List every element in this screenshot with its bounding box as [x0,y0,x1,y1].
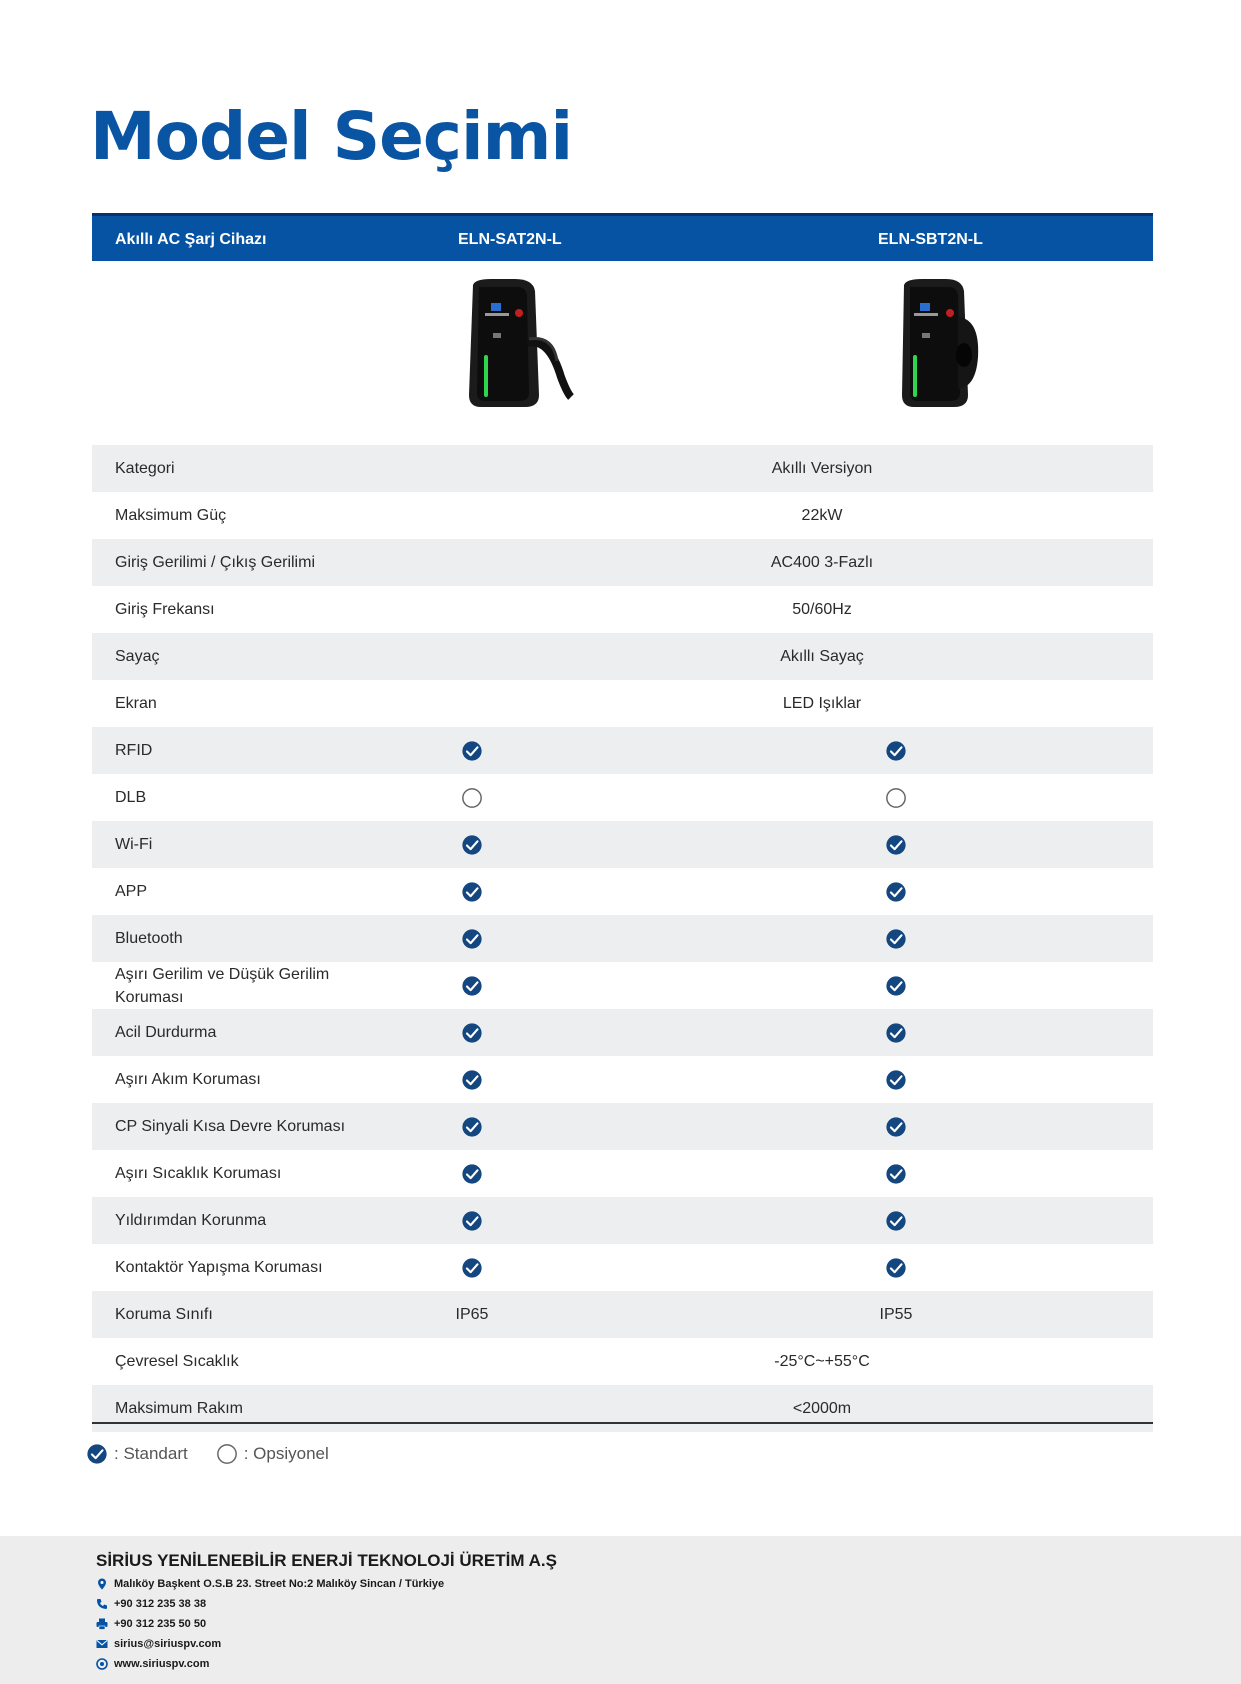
check-circle-icon [86,1443,108,1465]
cell-value: AC400 3-Fazlı [770,553,874,571]
check-circle-icon [461,1257,483,1279]
check-circle-icon [461,928,483,950]
check-circle-icon [461,740,483,762]
check-circle-icon [885,1069,907,1091]
cell-value: Akıllı Versiyon [771,459,873,477]
row-label: Kategori [115,460,175,477]
web-icon [96,1658,108,1670]
check-circle-icon [461,975,483,997]
check-circle-icon [885,1163,907,1185]
table-row [92,586,1153,633]
product-images-row [92,261,1153,445]
standard-mark [422,1197,522,1244]
company-name: SİRİUS YENİLENEBİLİR ENERJİ TEKNOLOJİ ÜRETİM A.Ş [96,1551,557,1570]
table-row [92,727,1153,774]
standard-mark [846,915,946,962]
cell-value: <2000m [792,1399,852,1417]
charger-image-sat2n [457,277,577,411]
empty-circle-icon [461,787,483,809]
cell-value: IP55 [879,1305,913,1323]
standard-mark [422,1056,522,1103]
row-label: Giriş Gerilimi / Çıkış Gerilimi [115,554,315,571]
phone-icon [96,1598,108,1610]
check-circle-icon [885,1116,907,1138]
optional-mark [846,774,946,821]
page-title: Model Seçimi [90,98,573,175]
row-label: DLB [115,789,147,806]
table-row [92,868,1153,915]
footer [0,1536,1241,1684]
model-table [92,213,1153,1432]
table-row [92,492,1153,539]
table-row [92,1197,1153,1244]
legend [86,1443,329,1465]
cell-value: IP65 [455,1305,489,1323]
standard-mark [422,1103,522,1150]
standard-mark [846,1009,946,1056]
row-label: Yıldırımdan Korunma [115,1212,267,1229]
table-body [92,445,1153,1432]
row-label: Giriş Frekansı [115,601,215,618]
check-circle-icon [885,881,907,903]
standard-mark [846,962,946,1009]
standard-mark [846,1150,946,1197]
standard-mark [422,727,522,774]
standard-mark [846,1244,946,1291]
row-label: Bluetooth [115,930,183,947]
check-circle-icon [885,1257,907,1279]
standard-mark [846,1056,946,1103]
footer-phone [96,1598,206,1610]
standard-mark [422,962,522,1009]
standard-mark [846,868,946,915]
row-label: Aşırı Sıcaklık Koruması [115,1165,282,1182]
row-label: Aşırı Akım Koruması [115,1071,261,1088]
table-row [92,539,1153,586]
cell-value: LED Işıklar [782,694,862,712]
standard-mark [846,821,946,868]
check-circle-icon [461,1210,483,1232]
standard-mark [422,868,522,915]
check-circle-icon [885,740,907,762]
standard-mark [846,727,946,774]
table-row [92,774,1153,821]
table-row [92,1009,1153,1056]
standard-mark [846,1197,946,1244]
check-circle-icon [885,975,907,997]
row-label: Maksimum Güç [115,507,227,524]
check-circle-icon [461,1116,483,1138]
empty-circle-icon [216,1443,238,1465]
email-text[interactable]: sirius@siriuspv.com [114,1638,222,1650]
cell-value: 22kW [801,506,843,524]
table-row [92,1103,1153,1150]
table-row [92,1291,1153,1338]
check-circle-icon [461,1069,483,1091]
footer-fax [96,1618,206,1630]
check-circle-icon [885,1022,907,1044]
check-circle-icon [461,1163,483,1185]
table-row [92,680,1153,727]
row-label: Koruma Sınıfı [115,1306,213,1323]
row-label: Wi-Fi [115,836,153,853]
fax-text: +90 312 235 50 50 [114,1618,207,1630]
row-label: APP [115,883,148,900]
table-bottom-rule [92,1422,1153,1424]
standard-mark [846,1103,946,1150]
cell-value: Akıllı Sayaç [780,647,864,665]
table-row [92,1244,1153,1291]
check-circle-icon [885,1210,907,1232]
mail-icon [96,1638,108,1650]
check-circle-icon [461,1022,483,1044]
empty-circle-icon [885,787,907,809]
standard-mark [422,1150,522,1197]
table-header [92,213,1153,261]
fax-icon [96,1618,108,1630]
row-label: CP Sinyali Kısa Devre Koruması [115,1118,346,1135]
phone-text[interactable]: +90 312 235 38 38 [114,1598,207,1610]
standard-mark [422,1244,522,1291]
table-row [92,915,1153,962]
check-circle-icon [461,834,483,856]
address-text: Malıköy Başkent O.S.B 23. Street No:2 Malıköy Sincan / Türkiye [114,1578,445,1590]
row-label: Aşırı Gerilim ve Düşük Gerilim Koruması [115,965,330,1006]
web-text[interactable]: www.siriuspv.com [114,1658,210,1670]
header-model-2: ELN-SBT2N-L [878,231,983,248]
row-label: Sayaç [115,648,160,665]
optional-mark [422,774,522,821]
standard-mark [422,1009,522,1056]
location-pin-icon [96,1578,108,1590]
row-label: Kontaktör Yapışma Koruması [115,1259,323,1276]
table-row [92,633,1153,680]
footer-email [96,1638,221,1650]
table-row [92,1150,1153,1197]
check-circle-icon [885,834,907,856]
standard-mark [422,821,522,868]
row-label: RFID [115,742,153,759]
footer-web [96,1658,209,1670]
table-row [92,1056,1153,1103]
header-model-1: ELN-SAT2N-L [458,231,562,248]
legend-standard: : Standart [114,1444,188,1463]
check-circle-icon [885,928,907,950]
row-label: Çevresel Sıcaklık [115,1353,239,1370]
check-circle-icon [461,881,483,903]
table-row [92,821,1153,868]
footer-address [96,1578,444,1590]
table-row [92,962,1153,1009]
cell-value: -25°C~+55°C [774,1352,870,1370]
legend-optional: : Opsiyonel [243,1444,329,1463]
cell-value: 50/60Hz [792,600,852,618]
header-product-type: Akıllı AC Şarj Cihazı [115,231,267,248]
table-row [92,445,1153,492]
charger-image-sbt2n [892,277,988,411]
table-row [92,1385,1153,1432]
row-label: Acil Durdurma [115,1024,217,1041]
row-label: Maksimum Rakım [115,1400,244,1417]
table-row [92,1338,1153,1385]
row-label: Ekran [115,695,157,712]
standard-mark [422,915,522,962]
